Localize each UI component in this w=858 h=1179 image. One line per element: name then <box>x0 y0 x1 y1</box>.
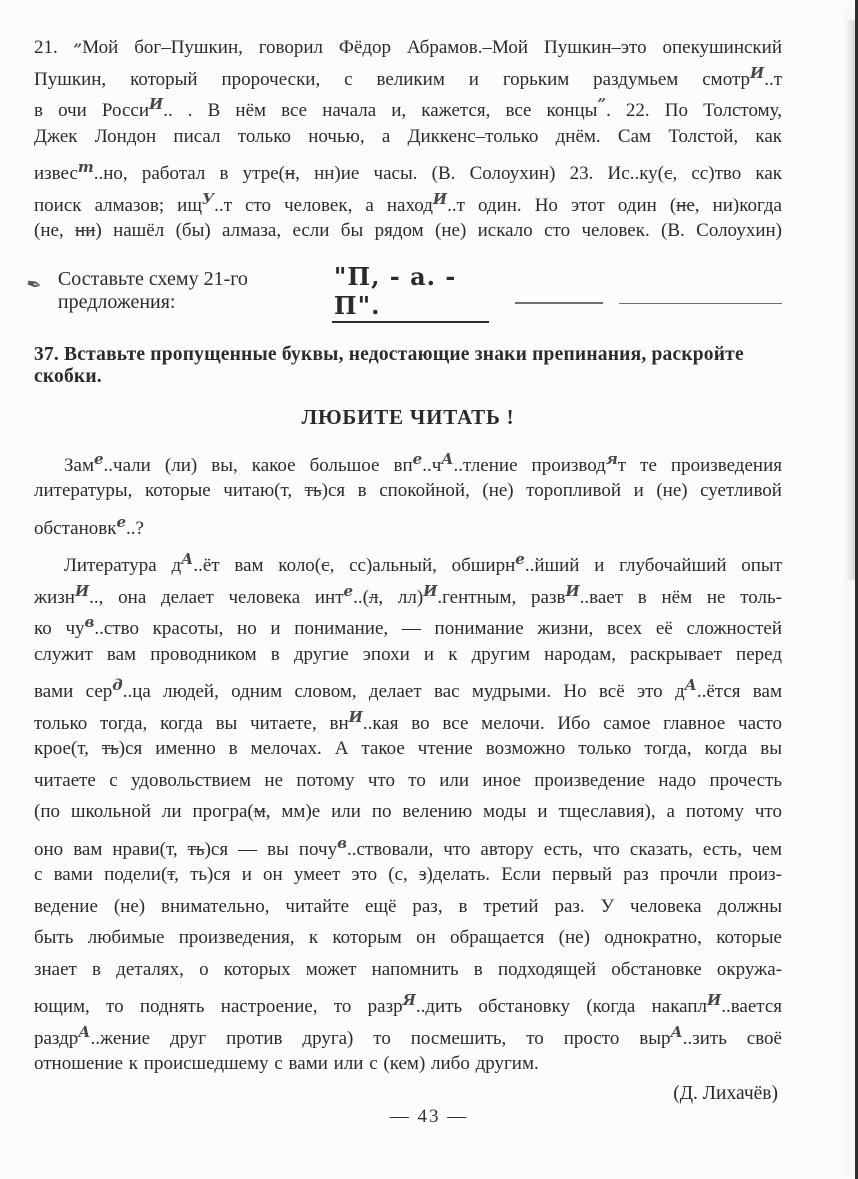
printed-text: ..но, работал в утре( <box>93 163 285 184</box>
text-line <box>34 891 782 923</box>
printed-text: ..ствовали, что автору есть, что сказать, есть, чем <box>346 838 782 860</box>
printed-text: Мой бог–Пушкин, говорил Фёдор Абрамов.–Мой Пушкин–это опекушинский <box>82 37 782 58</box>
text-line <box>34 444 782 476</box>
text-line <box>34 1017 782 1049</box>
handwritten-letter: И <box>565 581 580 600</box>
crossed-out-option: з <box>418 864 427 885</box>
handwritten-letter: И <box>423 581 438 600</box>
answer-blank-line <box>515 300 602 304</box>
page-content <box>34 26 782 1105</box>
text-line <box>34 544 782 576</box>
printed-text: )ся в спокойной, (не) торопливой и (не) суетливой <box>321 480 782 501</box>
printed-text: ..вается <box>721 996 782 1017</box>
page-number: — 43 — <box>389 1106 469 1127</box>
printed-text: ..т один. Но этот один ( <box>447 194 677 216</box>
handwritten-letter: е <box>515 550 525 568</box>
handwritten-letter: ” <box>597 95 607 113</box>
crossed-out-option: ть <box>187 838 205 860</box>
text-line <box>34 859 782 891</box>
printed-text: быть любимые произведения, к которым он обращается (не) однократно, которые <box>34 927 782 948</box>
text-line <box>34 26 782 58</box>
text-line <box>34 702 782 734</box>
printed-text: ..ётся вам <box>696 681 782 702</box>
printed-text: (не, <box>34 220 76 241</box>
printed-text: поиск алмазов; ищ <box>34 194 202 216</box>
text-line <box>34 607 782 639</box>
handwritten-letter: А <box>78 1022 91 1041</box>
printed-text: ..( <box>353 586 369 608</box>
text-line <box>34 475 782 507</box>
pen-icon <box>24 272 45 297</box>
printed-text: 21. <box>34 37 74 58</box>
text-line <box>34 954 782 986</box>
handwritten-letter: „ <box>73 32 83 50</box>
printed-text: читаете с удовольствием не потому что то или иное произведение надо прочесть <box>34 769 782 791</box>
printed-text: литературы, которые читаю(т, <box>34 480 305 501</box>
text-line <box>34 1048 782 1080</box>
printed-text: обстановк <box>34 517 117 539</box>
handwritten-letter: д <box>112 676 123 694</box>
text-line <box>34 576 782 608</box>
printed-text: )ся именно в мелочах. А такое чтение возможно только тогда, когда вы <box>118 738 782 759</box>
handwritten-letter: е <box>343 581 354 600</box>
task-row <box>34 261 782 320</box>
handwritten-letter: в <box>84 613 95 631</box>
handwritten-letter: И <box>348 707 363 726</box>
printed-text: раздр <box>34 1027 79 1049</box>
crossed-out-option: с <box>321 555 330 576</box>
text-line <box>34 985 782 1017</box>
text-line <box>34 215 782 247</box>
printed-text: ..ца людей, одним словом, делает вас мудрыми. Но всё это д <box>122 681 685 702</box>
handwritten-letter: У <box>201 189 215 208</box>
text-line <box>34 733 782 765</box>
handwritten-answer: "П, - а. - П". <box>332 262 489 323</box>
handwritten-letter: И <box>750 63 765 82</box>
exercise-21-23-text <box>34 26 782 247</box>
handwritten-letter: е <box>412 449 423 468</box>
text-line <box>34 184 782 216</box>
text-line <box>34 796 782 828</box>
text-line <box>34 89 782 121</box>
printed-text: . 22. По Толстому, <box>606 100 782 121</box>
printed-text: знает в деталях, о которых может напомнить в подходящей обстановке окружа- <box>34 958 782 980</box>
printed-text: ..вает в нём не толь- <box>579 586 782 608</box>
printed-text: ..т сто человек, а наход <box>214 194 433 216</box>
printed-text: крое(т, <box>34 738 102 759</box>
printed-text: )делать. Если первый раз прочли произ- <box>426 864 782 885</box>
printed-text: т те произведения <box>617 454 782 476</box>
paragraph-2 <box>34 544 782 1080</box>
text-line <box>34 121 782 153</box>
exercise-37-heading: 37. Вставьте пропущенные буквы, недостающие знаки препинания, раскройте скобки. <box>34 343 744 387</box>
printed-text: , ть)ся и он умеет это (с, <box>174 864 419 885</box>
handwritten-letter: А <box>441 449 454 468</box>
handwritten-letter: И <box>74 581 90 600</box>
printed-text: оно вам нрави(т, <box>34 838 188 860</box>
printed-text: .гентным, разв <box>437 586 566 608</box>
printed-text: , сс)тво как <box>672 163 783 184</box>
handwritten-letter: т <box>77 158 94 176</box>
printed-text: , нн)ие часы. (В. Солоухин) 23. Ис..ку( <box>295 163 664 184</box>
printed-text: Зам <box>64 454 94 476</box>
crossed-out-option: м <box>253 801 266 822</box>
printed-text: ..тление производ <box>453 454 606 476</box>
printed-text: ..т <box>764 68 782 90</box>
printed-text: Пушкин, который пророчески, с великим и горьким раздумьем смотр <box>34 68 750 90</box>
text-line <box>34 828 782 860</box>
handwritten-letter: я <box>605 449 618 468</box>
author-attribution: (Д. Лихачёв) <box>673 1082 778 1104</box>
printed-text: ..зить своё <box>682 1027 782 1049</box>
text-line <box>34 152 782 184</box>
printed-text: )ся — вы почу <box>204 838 338 860</box>
text-line <box>34 765 782 797</box>
crossed-out-option: с <box>664 163 673 184</box>
printed-text: ..? <box>126 517 144 539</box>
printed-text: только тогда, когда вы читаете, вн <box>34 712 349 734</box>
printed-text: извес <box>34 163 78 184</box>
printed-text: ..ч <box>422 454 442 476</box>
printed-text: , ни)когда <box>694 194 782 216</box>
printed-text: служит вам проводником в другие эпохи и к другим народам, раскрывает перед <box>34 643 782 665</box>
text-line <box>34 507 782 539</box>
crossed-out-option: ть <box>304 480 322 501</box>
printed-text: ..ёт вам коло( <box>193 555 322 576</box>
printed-text: .., она делает человека инт <box>89 586 344 608</box>
printed-text: вами сер <box>34 681 113 702</box>
crossed-out-option: не <box>676 194 695 216</box>
printed-text: ..йший и глубочайший опыт <box>524 555 782 576</box>
printed-text: ) нашёл (бы) алмаза, если бы рядом (не) искало сто человек. (В. Солоухин) <box>95 220 782 241</box>
printed-text: в очи Росси <box>34 100 150 121</box>
handwritten-letter: А <box>181 550 194 568</box>
printed-text: , сс)альный, обширн <box>329 555 516 576</box>
crossed-out-option: ть <box>101 738 119 759</box>
printed-text: (по школьной ли програ( <box>34 801 254 822</box>
handwritten-letter: е <box>93 449 104 468</box>
printed-text: , мм)е или по велению моды и тщеславия), а потому что <box>265 801 782 822</box>
handwritten-letter: А <box>684 676 697 694</box>
crossed-out-option: л <box>368 586 379 608</box>
handwritten-letter: И <box>707 991 722 1009</box>
printed-text: с вами подели( <box>34 864 168 885</box>
handwritten-letter: А <box>670 1022 683 1041</box>
handwritten-letter: Я <box>402 991 416 1009</box>
printed-text: ..дить обстановку (когда накапл <box>415 996 708 1017</box>
crossed-out-option: ни <box>75 220 96 241</box>
text-line <box>34 639 782 671</box>
printed-text: Джек Лондон писал только ночью, а Диккенс–только днём. Сам Толстой, как <box>34 125 782 147</box>
printed-text: .. . В нём все начала и, кажется, все концы <box>163 100 598 121</box>
answer-blank-line <box>619 301 782 304</box>
scan-smudge <box>846 20 855 580</box>
handwritten-letter: е <box>116 512 126 531</box>
text-title: ЛЮБИТЕ ЧИТАТЬ ! <box>301 404 515 429</box>
text-line <box>34 670 782 702</box>
task-label: Составьте схему 21-го предложения: <box>57 267 248 313</box>
crossed-out-option: н <box>284 163 296 184</box>
printed-text: ..чали (ли) вы, какое большое вп <box>103 454 413 476</box>
printed-text: ведение (не) внимательно, читайте ещё раз, в третий раз. У человека должны <box>34 895 782 917</box>
printed-text: ..ство красоты, но и понимание, — понимание жизни, всех её сложностей <box>94 618 782 639</box>
printed-text: Литература д <box>64 555 182 576</box>
handwritten-letter: И <box>432 189 448 208</box>
printed-text: отношение к происшедшему с вами или с (кем) либо другим. <box>34 1053 539 1074</box>
paragraph-1 <box>34 444 782 539</box>
printed-text: , лл) <box>378 586 424 608</box>
handwritten-letter: в <box>337 833 347 852</box>
handwritten-letter: И <box>149 95 164 113</box>
crossed-out-option: т <box>167 864 175 885</box>
printed-text: жизн <box>34 586 75 608</box>
printed-text: ющим, то поднять настроение, то разр <box>34 996 403 1017</box>
text-line <box>34 922 782 954</box>
text-line <box>34 58 782 90</box>
printed-text: ко чу <box>34 618 85 639</box>
printed-text: ..кая во все мелочи. Ибо самое главное часто <box>362 712 782 734</box>
printed-text: ..жение друг против друга) то посмешить, то просто выр <box>90 1027 671 1049</box>
